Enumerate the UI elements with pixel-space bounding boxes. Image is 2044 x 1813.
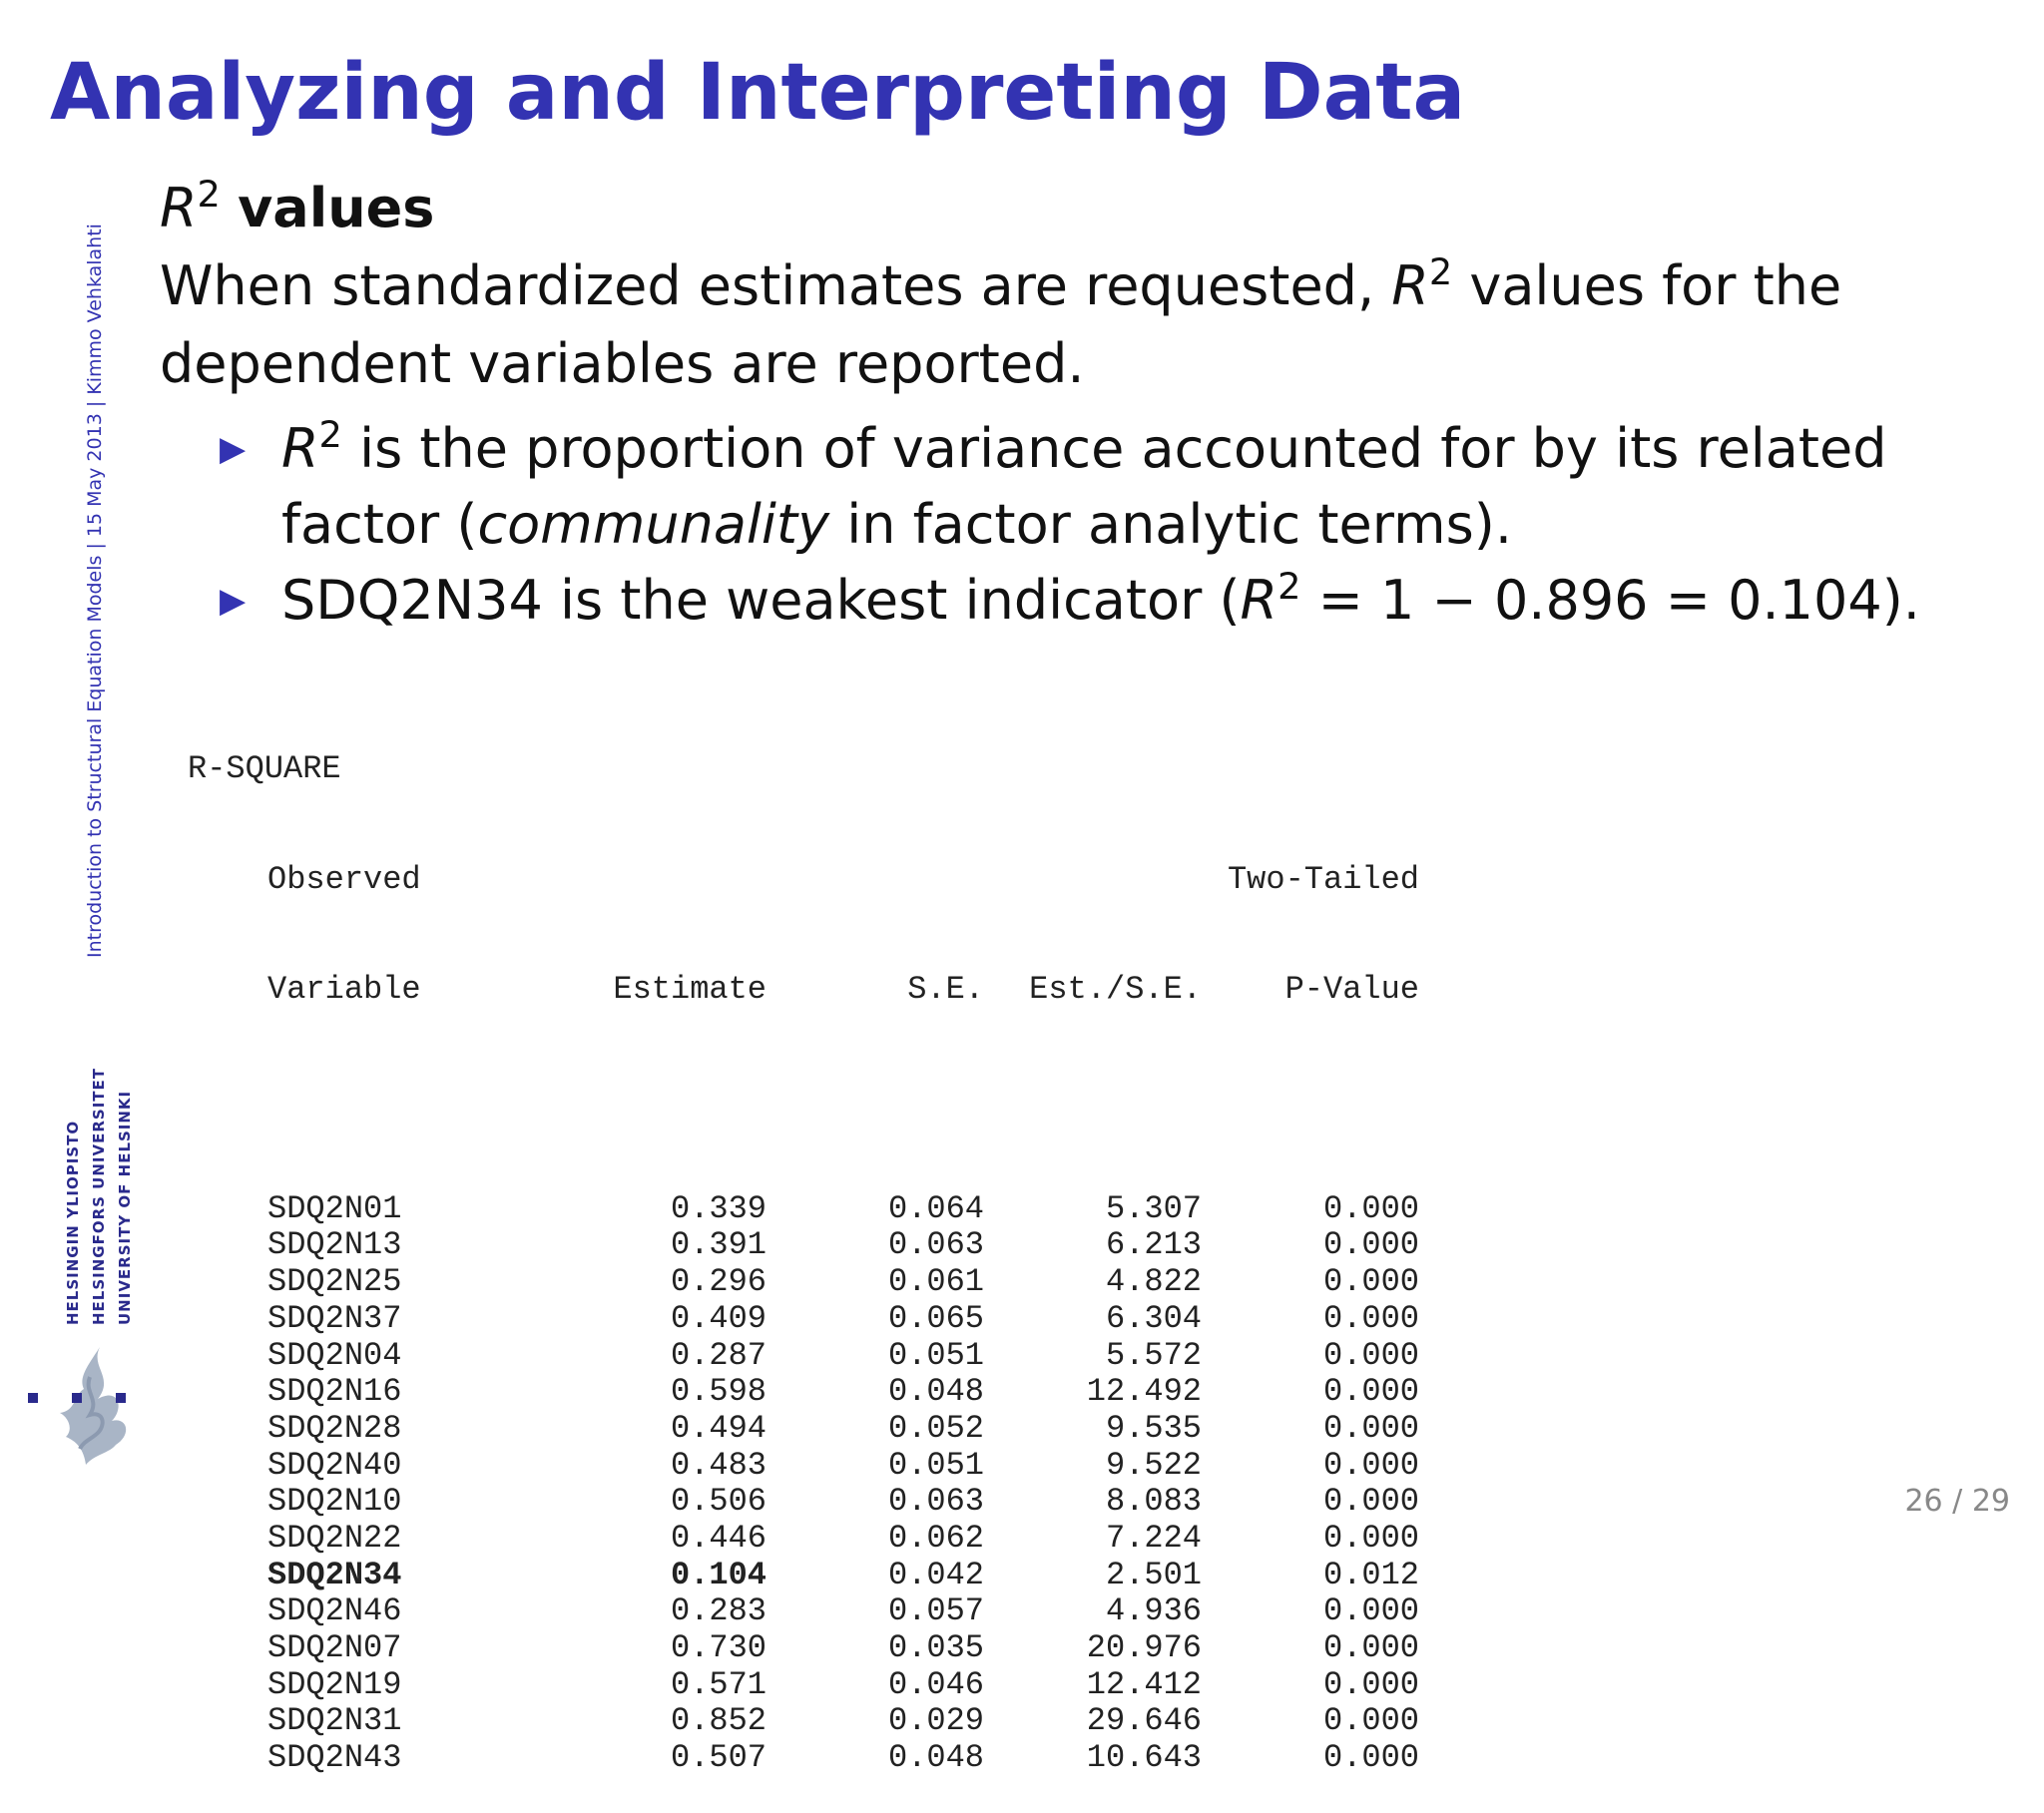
sidebar-vertical-text: Introduction to Structural Equation Models | 15 May 2013 | Kimmo Vehkalahti <box>84 224 106 958</box>
table-row <box>188 1264 1419 1301</box>
cell-est-se: 9.522 <box>1105 1446 1202 1484</box>
table-row <box>188 1338 1419 1375</box>
superscript: 2 <box>1428 249 1453 293</box>
cell-se: 0.029 <box>887 1702 984 1740</box>
cell-variable: SDQ2N19 <box>267 1665 402 1703</box>
cell-variable: SDQ2N43 <box>267 1739 402 1777</box>
bullet-2-line <box>281 563 1996 639</box>
bullet-1-text-a: is the proportion of variance accounted for by its related <box>359 417 1887 480</box>
cell-est-se: 7.224 <box>1105 1519 1202 1557</box>
bullet-1-text-c: in factor analytic terms). <box>829 493 1512 556</box>
cell-estimate: 0.598 <box>670 1373 766 1411</box>
slide-title: Analyzing and Interpreting Data <box>50 48 1466 138</box>
page-number: 26 / 29 <box>1904 1484 2010 1519</box>
cell-p-value: 0.000 <box>1322 1483 1419 1521</box>
cell-variable: SDQ2N46 <box>267 1592 402 1630</box>
bullet-1-line-1 <box>281 411 1996 487</box>
cell-est-se: 12.412 <box>1086 1665 1202 1703</box>
cell-est-se: 4.936 <box>1105 1592 1202 1630</box>
cell-est-se: 8.083 <box>1105 1483 1202 1521</box>
cell-p-value: 0.000 <box>1322 1263 1419 1301</box>
r-symbol: R <box>1240 569 1278 632</box>
cell-estimate: 0.571 <box>670 1665 766 1703</box>
cell-p-value: 0.000 <box>1322 1592 1419 1630</box>
cell-est-se: 6.213 <box>1105 1226 1202 1264</box>
flame-logo-icon <box>20 1337 170 1467</box>
table-row <box>188 1448 1419 1485</box>
bullet-2-text-a: SDQ2N34 is the weakest indicator ( <box>281 569 1241 632</box>
header-p-value: P-Value <box>1284 970 1419 1008</box>
cell-se: 0.063 <box>887 1483 984 1521</box>
table-row <box>188 1227 1419 1264</box>
cell-estimate: 0.506 <box>670 1483 766 1521</box>
cell-estimate: 0.339 <box>670 1189 766 1227</box>
cell-estimate: 0.296 <box>670 1263 766 1301</box>
cell-variable: SDQ2N16 <box>267 1373 402 1411</box>
cell-est-se: 10.643 <box>1086 1739 1202 1777</box>
cell-p-value: 0.000 <box>1322 1226 1419 1264</box>
header-est-se: Est./S.E. <box>1029 970 1202 1008</box>
logo-line-english: UNIVERSITY OF HELSINKI <box>116 1090 134 1325</box>
cell-p-value: 0.000 <box>1322 1373 1419 1411</box>
header-observed: Observed <box>267 860 421 898</box>
cell-est-se: 9.535 <box>1105 1409 1202 1447</box>
bullet-1-line-2 <box>281 487 1996 563</box>
r-symbol: R <box>160 177 198 239</box>
cell-variable: SDQ2N22 <box>267 1519 402 1557</box>
cell-estimate: 0.483 <box>670 1446 766 1484</box>
cell-se: 0.057 <box>887 1592 984 1630</box>
cell-estimate: 0.852 <box>670 1702 766 1740</box>
cell-estimate: 0.730 <box>670 1629 766 1667</box>
table-row <box>188 1667 1419 1704</box>
cell-variable: SDQ2N37 <box>267 1299 402 1337</box>
header-estimate: Estimate <box>613 970 766 1008</box>
cell-se: 0.063 <box>887 1226 984 1264</box>
table-row <box>188 1558 1419 1594</box>
table-row <box>188 1411 1419 1448</box>
cell-se: 0.048 <box>887 1373 984 1411</box>
cell-p-value: 0.000 <box>1322 1702 1419 1740</box>
italic-term: communality <box>477 493 830 556</box>
bullet-list <box>160 411 1996 639</box>
cell-variable: SDQ2N34 <box>267 1556 402 1593</box>
cell-estimate: 0.446 <box>670 1519 766 1557</box>
cell-variable: SDQ2N25 <box>267 1263 402 1301</box>
superscript: 2 <box>1278 564 1301 608</box>
header-variable: Variable <box>267 970 421 1008</box>
intro-line-2: dependent variables are reported. <box>160 332 1085 395</box>
header-se: S.E. <box>907 970 984 1008</box>
bullet-1-text-b: factor ( <box>281 493 478 556</box>
output-header-row-1 <box>188 862 1419 899</box>
cell-variable: SDQ2N04 <box>267 1336 402 1374</box>
cell-se: 0.051 <box>887 1446 984 1484</box>
superscript: 2 <box>197 172 221 216</box>
table-row <box>188 1191 1419 1228</box>
cell-p-value: 0.000 <box>1322 1446 1419 1484</box>
output-header-row-2 <box>188 972 1419 1009</box>
cell-estimate: 0.391 <box>670 1226 766 1264</box>
cell-variable: SDQ2N10 <box>267 1483 402 1521</box>
cell-se: 0.048 <box>887 1739 984 1777</box>
cell-variable: SDQ2N40 <box>267 1446 402 1484</box>
cell-p-value: 0.012 <box>1322 1556 1419 1593</box>
cell-se: 0.052 <box>887 1409 984 1447</box>
cell-p-value: 0.000 <box>1322 1336 1419 1374</box>
cell-estimate: 0.494 <box>670 1409 766 1447</box>
table-row <box>188 1740 1419 1777</box>
cell-variable: SDQ2N13 <box>267 1226 402 1264</box>
cell-variable: SDQ2N01 <box>267 1189 402 1227</box>
intro-text-a: When standardized estimates are requested, <box>160 254 1375 317</box>
cell-est-se: 6.304 <box>1105 1299 1202 1337</box>
cell-p-value: 0.000 <box>1322 1519 1419 1557</box>
triangle-bullet-icon: ▶ <box>220 581 247 621</box>
cell-variable: SDQ2N07 <box>267 1629 402 1667</box>
cell-se: 0.035 <box>887 1629 984 1667</box>
r-symbol: R <box>281 417 319 480</box>
cell-est-se: 12.492 <box>1086 1373 1202 1411</box>
cell-p-value: 0.000 <box>1322 1739 1419 1777</box>
cell-est-se: 20.976 <box>1086 1629 1202 1667</box>
table-row <box>188 1301 1419 1338</box>
block-title-word: values <box>238 177 435 239</box>
header-two-tailed: Two-Tailed <box>1227 860 1419 898</box>
university-logo <box>20 1068 170 1472</box>
cell-estimate: 0.287 <box>670 1336 766 1374</box>
bullet-item <box>220 411 1996 563</box>
table-row <box>188 1593 1419 1630</box>
cell-p-value: 0.000 <box>1322 1189 1419 1227</box>
logo-line-finnish: HELSINGIN YLIOPISTO <box>64 1120 82 1325</box>
cell-est-se: 5.572 <box>1105 1336 1202 1374</box>
table-row <box>188 1703 1419 1740</box>
bullet-item <box>220 563 1996 639</box>
table-row <box>188 1484 1419 1521</box>
cell-est-se: 5.307 <box>1105 1189 1202 1227</box>
cell-se: 0.061 <box>887 1263 984 1301</box>
table-row <box>188 1374 1419 1411</box>
cell-p-value: 0.000 <box>1322 1299 1419 1337</box>
cell-se: 0.065 <box>887 1299 984 1337</box>
cell-est-se: 2.501 <box>1105 1556 1202 1593</box>
table-row <box>188 1521 1419 1558</box>
intro-line-1 <box>160 247 1996 325</box>
cell-estimate: 0.507 <box>670 1739 766 1777</box>
intro-text-b: values for the <box>1469 254 1842 317</box>
table-row <box>188 1630 1419 1667</box>
cell-variable: SDQ2N28 <box>267 1409 402 1447</box>
cell-p-value: 0.000 <box>1322 1409 1419 1447</box>
slide-content <box>160 172 1996 639</box>
cell-estimate: 0.104 <box>670 1556 766 1593</box>
superscript: 2 <box>318 412 342 456</box>
cell-variable: SDQ2N31 <box>267 1702 402 1740</box>
cell-p-value: 0.000 <box>1322 1665 1419 1703</box>
output-rows <box>188 1191 1419 1777</box>
cell-se: 0.062 <box>887 1519 984 1557</box>
cell-se: 0.042 <box>887 1556 984 1593</box>
cell-est-se: 29.646 <box>1086 1702 1202 1740</box>
output-blank-line <box>188 1082 1419 1119</box>
cell-est-se: 4.822 <box>1105 1263 1202 1301</box>
cell-se: 0.051 <box>887 1336 984 1374</box>
logo-line-swedish: HELSINGFORS UNIVERSITET <box>90 1068 108 1325</box>
intro-paragraph <box>160 247 1996 403</box>
cell-p-value: 0.000 <box>1322 1629 1419 1667</box>
cell-estimate: 0.283 <box>670 1592 766 1630</box>
cell-se: 0.046 <box>887 1665 984 1703</box>
r-square-output <box>188 679 1419 1813</box>
block-title <box>160 172 1996 245</box>
bullet-2-text-b: = 1 − 0.896 = 0.104). <box>1300 569 1920 632</box>
r-symbol: R <box>1391 254 1429 317</box>
cell-se: 0.064 <box>887 1189 984 1227</box>
output-section-label: R-SQUARE <box>188 750 341 788</box>
cell-estimate: 0.409 <box>670 1299 766 1337</box>
triangle-bullet-icon: ▶ <box>220 429 247 469</box>
